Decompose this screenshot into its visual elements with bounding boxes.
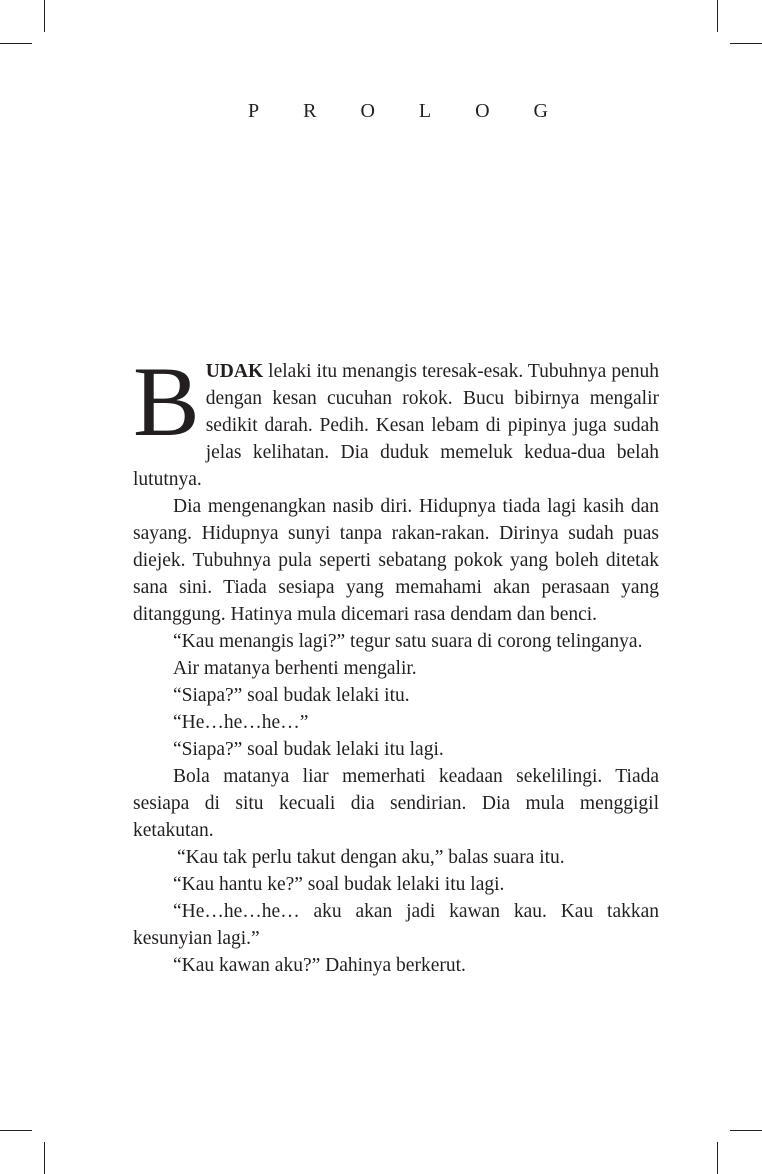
paragraph: “He…he…he…” [173,712,309,733]
chapter-title-letter: O [475,100,490,122]
paragraph: “He…he…he… aku akan jadi kawan kau. Kau takkan kesunyian lagi.” [133,901,659,949]
paragraph: “Siapa?” soal budak lelaki itu. [173,685,410,706]
crop-mark-top-left-vertical [44,0,45,32]
paragraph-text: lelaki itu menangis teresak-esak. Tubuhnya penuh dengan kesan cucuhan rokok. Bucu bibirnya mengalir sedikit darah. Pedih. Kesan lebam di pipinya juga sudah jelas kelihatan. Dia duduk memeluk kedua-dua belah lututnya. [133,361,659,490]
crop-mark-bottom-right-horizontal [730,1130,762,1131]
paragraph: Bola matanya liar memerhati keadaan sekelilingi. Tiada sesiapa di situ kecuali dia sendirian. Dia mula menggigil ketakutan. [133,766,659,841]
paragraph-opening [133,346,659,493]
paragraph: “Kau kawan aku?” Dahinya berkerut. [173,955,466,976]
chapter-title [248,100,548,123]
paragraph: “Kau hantu ke?” soal budak lelaki itu lagi. [173,874,505,895]
crop-mark-top-right-vertical [717,0,718,32]
crop-mark-bottom-right-vertical [717,1142,718,1174]
lead-word: UDAK [205,361,264,382]
drop-cap: B [133,346,200,457]
paragraph: Dia mengenangkan nasib diri. Hidupnya tiada lagi kasih dan sayang. Hidupnya sunyi tanpa rakan-rakan. Dirinya sudah puas diejek. Tubuhnya pula seperti sebatang pokok yang boleh ditetak sana sini. Tiada sesiapa yang memahami akan perasaan yang ditanggung. Hatinya mula dicemari rasa dendam dan benci. [133,496,659,625]
paragraph: “Kau tak perlu takut dengan aku,” balas suara itu. [177,847,565,868]
paragraph: Air matanya berhenti mengalir. [173,658,417,679]
chapter-title-letter: G [533,100,548,122]
chapter-title-letter: P [248,100,260,122]
paragraph: “Siapa?” soal budak lelaki itu lagi. [173,739,444,760]
crop-mark-bottom-left-vertical [44,1142,45,1174]
chapter-title-letter: R [303,100,317,122]
chapter-title-letter: O [360,100,375,122]
crop-mark-top-right-horizontal [730,43,762,44]
crop-mark-top-left-horizontal [0,43,32,44]
chapter-title-letter: L [418,100,432,122]
body-text [133,346,659,979]
crop-mark-bottom-left-horizontal [0,1130,32,1131]
paragraph: “Kau menangis lagi?” tegur satu suara di corong telinganya. [173,631,643,652]
